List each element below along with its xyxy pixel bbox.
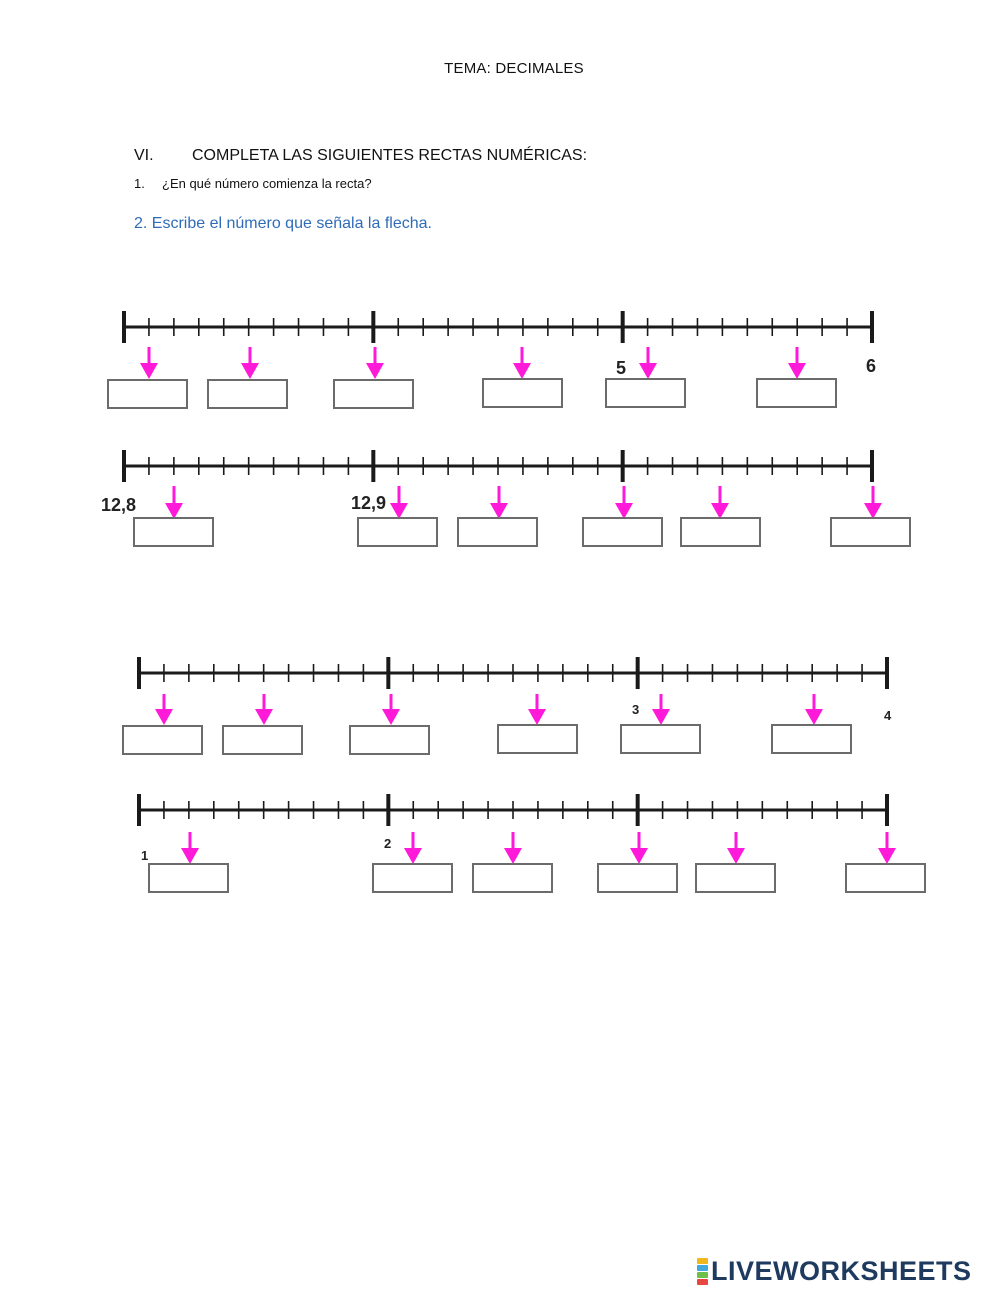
- arrow-head: [639, 363, 657, 379]
- arrow-head: [528, 709, 546, 725]
- pink-arrow-icon: [382, 694, 400, 725]
- line-4-label-2: 2: [384, 836, 392, 851]
- pink-arrow-icon: [513, 347, 531, 379]
- pink-arrow-icon: [390, 486, 408, 519]
- logo-brand-text: LIVEWORKSHEETS: [711, 1255, 972, 1286]
- answer-box-line3-1[interactable]: [122, 725, 203, 755]
- page-title: TEMA: DECIMALES: [444, 60, 584, 77]
- answer-box-line4-2[interactable]: [372, 863, 453, 893]
- pink-arrow-icon: [155, 694, 173, 725]
- line-4-label-1: 1: [141, 848, 149, 863]
- arrow-head: [513, 363, 531, 379]
- pink-arrow-icon: [366, 347, 384, 379]
- pink-arrow-icon: [615, 486, 633, 519]
- pink-arrow-icon: [630, 832, 648, 864]
- pink-arrow-icon: [727, 832, 745, 864]
- pink-arrow-icon: [528, 694, 546, 725]
- instruction-1-number: 1.: [134, 176, 145, 191]
- arrow-head: [727, 848, 745, 864]
- line-2-label-12-9: 12,9: [351, 493, 387, 513]
- line-1-label-5: 5: [616, 358, 627, 378]
- answer-box-line4-5[interactable]: [695, 863, 776, 893]
- arrow-head: [878, 848, 896, 864]
- number-line-4: [139, 794, 896, 864]
- answer-box-line3-2[interactable]: [222, 725, 303, 755]
- arrow-head: [788, 363, 806, 379]
- pink-arrow-icon: [241, 347, 259, 379]
- arrow-head: [366, 363, 384, 379]
- pink-arrow-icon: [878, 832, 896, 864]
- section-number: VI.: [134, 147, 154, 164]
- arrow-head: [504, 848, 522, 864]
- answer-box-line2-4[interactable]: [582, 517, 663, 547]
- answer-box-line3-6[interactable]: [771, 724, 852, 754]
- pink-arrow-icon: [165, 486, 183, 519]
- arrow-head: [805, 709, 823, 725]
- answer-box-line4-3[interactable]: [472, 863, 553, 893]
- answer-box-line1-3[interactable]: [333, 379, 414, 409]
- arrow-head: [241, 363, 259, 379]
- arrow-head: [382, 709, 400, 725]
- pink-arrow-icon: [504, 832, 522, 864]
- answer-box-line1-4[interactable]: [482, 378, 563, 408]
- answer-box-line1-1[interactable]: [107, 379, 188, 409]
- answer-box-line1-6[interactable]: [756, 378, 837, 408]
- answer-box-line2-1[interactable]: [133, 517, 214, 547]
- answer-box-line2-3[interactable]: [457, 517, 538, 547]
- answer-box-line2-5[interactable]: [680, 517, 761, 547]
- section-heading-text: COMPLETA LAS SIGUIENTES RECTAS NUMÉRICAS:: [192, 147, 588, 164]
- line-3-label-3: 3: [632, 702, 640, 717]
- line-2-label-12-8: 12,8: [101, 495, 137, 515]
- liveworksheets-logo: [697, 1254, 972, 1288]
- arrow-head: [404, 848, 422, 864]
- answer-box-line1-5[interactable]: [605, 378, 686, 408]
- arrow-head: [652, 709, 670, 725]
- pink-arrow-icon: [652, 694, 670, 725]
- pink-arrow-icon: [864, 486, 882, 519]
- pink-arrow-icon: [255, 694, 273, 725]
- instruction-2: 2. Escribe el número que señala la flecha.: [134, 215, 432, 232]
- number-line-3: [139, 657, 887, 725]
- answer-box-line3-4[interactable]: [497, 724, 578, 754]
- answer-box-line2-2[interactable]: [357, 517, 438, 547]
- answer-box-line2-6[interactable]: [830, 517, 911, 547]
- line-3-label-4: 4: [884, 708, 892, 723]
- answer-box-line1-2[interactable]: [207, 379, 288, 409]
- number-line-2: [124, 450, 882, 519]
- answer-box-line4-4[interactable]: [597, 863, 678, 893]
- pink-arrow-icon: [805, 694, 823, 725]
- arrow-head: [255, 709, 273, 725]
- answer-box-line3-3[interactable]: [349, 725, 430, 755]
- pink-arrow-icon: [711, 486, 729, 519]
- pink-arrow-icon: [140, 347, 158, 379]
- number-line-1: [124, 311, 872, 379]
- answer-box-line3-5[interactable]: [620, 724, 701, 754]
- pink-arrow-icon: [404, 832, 422, 864]
- pink-arrow-icon: [490, 486, 508, 519]
- pink-arrow-icon: [788, 347, 806, 379]
- pink-arrow-icon: [181, 832, 199, 864]
- logo-tiles-icon: [697, 1258, 708, 1285]
- arrow-head: [630, 848, 648, 864]
- pink-arrow-icon: [639, 347, 657, 379]
- answer-box-line4-6[interactable]: [845, 863, 926, 893]
- arrow-head: [181, 848, 199, 864]
- arrow-head: [140, 363, 158, 379]
- instruction-1-text: ¿En qué número comienza la recta?: [162, 176, 372, 191]
- answer-box-line4-1[interactable]: [148, 863, 229, 893]
- line-1-label-6: 6: [866, 356, 877, 376]
- arrow-head: [155, 709, 173, 725]
